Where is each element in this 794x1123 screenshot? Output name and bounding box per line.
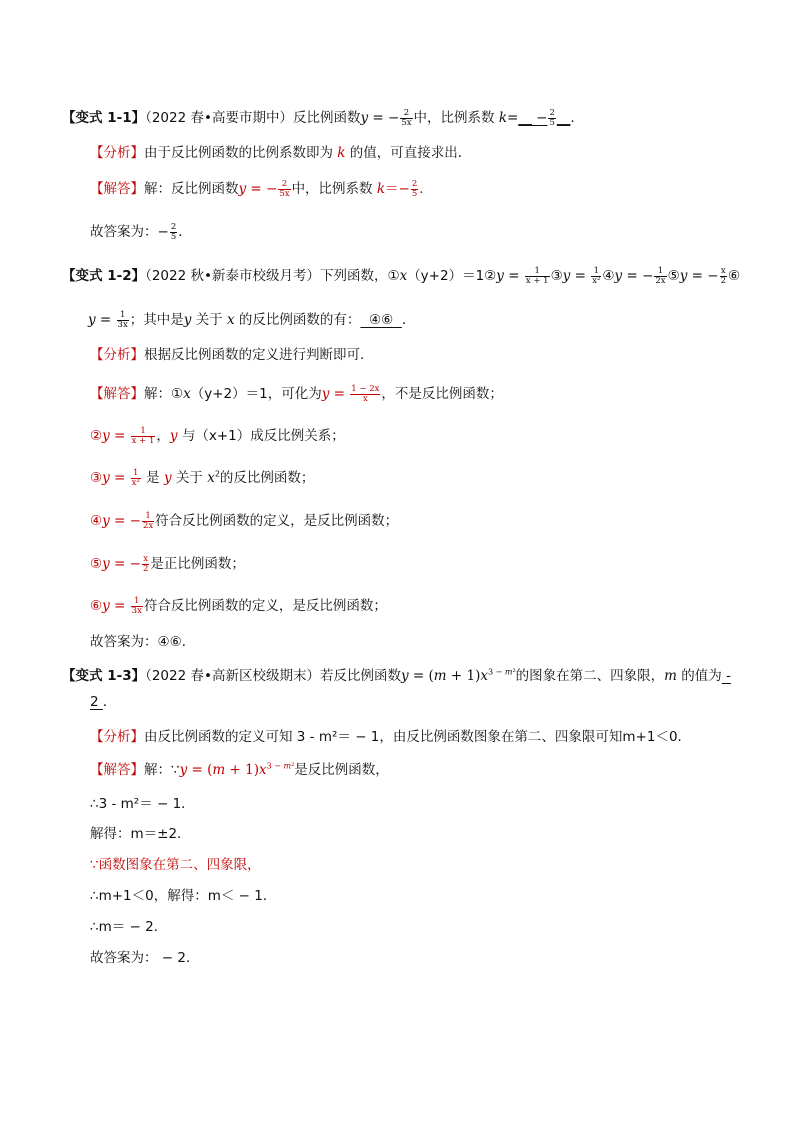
q1-analysis: 【分析】由于反比例函数的比例系数即为 k 的值，可直接求出． bbox=[90, 145, 472, 161]
q2-solution-2: ②y = $\frac{1}{x + 1}$ ，y 与（x+1）成反比例关系； bbox=[90, 425, 345, 446]
q2-question: 【变式 1-2】（2022 秋•新泰市校级月考）下列函数，①x（y+2）＝1②y = $\frac{1}{x + 1}$ ③y = $\frac{1}{\text{x²}}$ ④y = − $\frac{1}{2x}$ ⑤y = − $\frac{x}{2}$ ⑥ bbox=[62, 265, 741, 286]
q3-solution-6: ∴m＝ − 2． bbox=[90, 919, 168, 935]
q2-analysis: 【分析】根据反比例函数的定义进行判断即可． bbox=[90, 347, 374, 363]
q2-solution-1: 【解答】解：①x（y+2）＝1，可化为y = $\frac{1 - 2x}{x}$ ，不是反比例函数； bbox=[90, 383, 503, 404]
q3-answer-blank-b: 2 bbox=[90, 694, 103, 710]
analysis-tag: 【分析】 bbox=[90, 145, 144, 161]
q3-tag: 【变式 1-3】 bbox=[62, 668, 146, 684]
q3-solution-4: ∵函数图象在第二、四象限， bbox=[90, 857, 261, 873]
q1-solution: 【解答】解：反比例函数y = − $\frac{2}{5x}$ 中，比例系数 k＝− $\frac{2}{5}$ ． bbox=[90, 178, 433, 199]
q1-tag: 【变式 1-1】 bbox=[62, 110, 146, 126]
q1-answer-blank: __ − $\frac{2}{5}$ __ bbox=[518, 107, 571, 128]
q2-solution-3: ③y = $\frac{1}{\text{x²}}$ 是 y 关于 $x^2$的反比例函数； bbox=[90, 467, 315, 488]
q3-solution-5: ∴m+1＜0，解得：m＜ − 1． bbox=[90, 888, 277, 904]
q3-analysis: 【分析】由反比例函数的定义可知 3 - m²＝ − 1，由反比例函数图象在第二、四象限可知m+1＜0． bbox=[90, 729, 692, 745]
q3-answer: 故答案为： − 2． bbox=[90, 950, 200, 966]
q2-tag: 【变式 1-2】 bbox=[62, 268, 146, 284]
q2-answer: 故答案为：④⑥． bbox=[90, 634, 196, 650]
q2-solution-5: ⑤y = − $\frac{x}{2}$ 是正比例函数； bbox=[90, 553, 245, 574]
q1-fraction: $\frac{2}{5x}$ bbox=[401, 107, 412, 128]
q3-solution-3: 解得：m＝±2． bbox=[90, 826, 191, 842]
q3-solution-2: ∴3 - m²＝ − 1． bbox=[90, 796, 195, 812]
q2-solution-6: ⑥y = $\frac{1}{3x}$ 符合反比例函数的定义，是反比例函数； bbox=[90, 595, 387, 616]
q3-answer-blank-a: - bbox=[721, 668, 731, 684]
q3-question: 【变式 1-3】（2022 春•高新区校级期末）若反比例函数$y = (m + 1)x^{3 - m^2}$的图象在第二、四象限，m 的值为 - bbox=[62, 667, 731, 684]
q2-solution-4: ④y = − $\frac{1}{2x}$ 符合反比例函数的定义，是反比例函数； bbox=[90, 510, 399, 531]
q1-question: 【变式 1-1】（2022 春•高要市期中）反比例函数y = − $\frac{2}{5x}$ 中，比例系数 k=__ − $\frac{2}{5}$ __. bbox=[62, 107, 575, 128]
q3-solution-1: 【解答】解：∵y = $(m + 1)x^{3 - m^2}$是反比例函数， bbox=[90, 761, 389, 778]
q1-answer: 故答案为：− $\frac{2}{5}$ ． bbox=[90, 221, 192, 242]
solution-tag: 【解答】 bbox=[90, 181, 144, 197]
q3-question-line2: 2 ． bbox=[90, 694, 117, 710]
q2-answer-blank: ④⑥ bbox=[369, 312, 394, 328]
q2-question-line2: y = $\frac{1}{3x}$ ；其中是y 关于 x 的反比例函数的有： ④⑥ ． bbox=[88, 309, 416, 330]
